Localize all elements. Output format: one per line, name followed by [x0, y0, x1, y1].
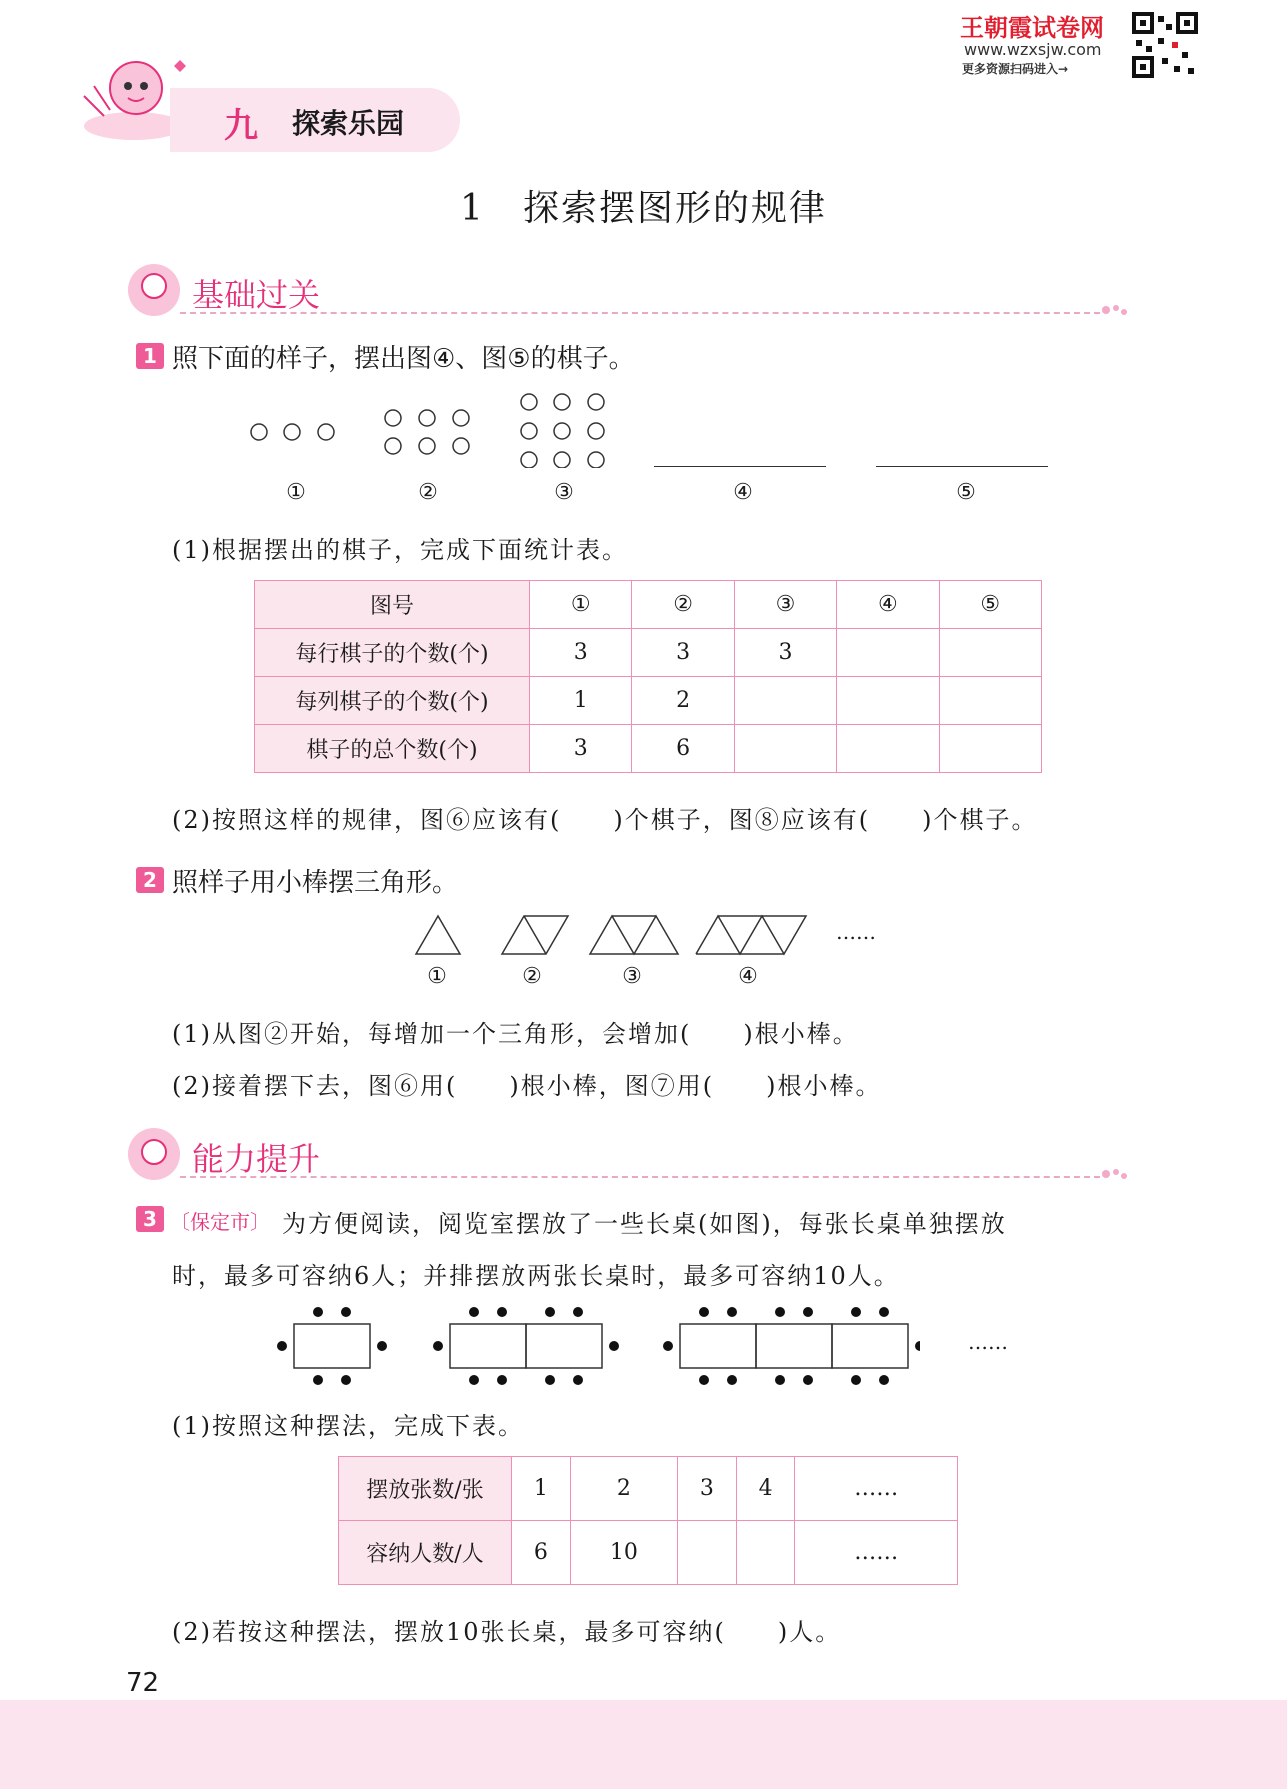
section-title-basic: 基础过关 — [192, 276, 321, 314]
chapter-number: 九 — [224, 106, 258, 146]
chess-piece — [588, 452, 604, 468]
question-number: 2 — [136, 867, 164, 893]
seat-dot — [469, 1375, 479, 1385]
table-cell-blank[interactable] — [939, 677, 1041, 725]
seat-dot — [663, 1341, 673, 1351]
sub-question: (1)从图②开始，每增加一个三角形，会增加( )根小棒。 — [172, 1020, 859, 1048]
triangle-figures — [410, 910, 810, 960]
seat-dot — [341, 1375, 351, 1385]
seat-dot — [775, 1307, 785, 1317]
row-label: 每行棋子的个数(个) — [255, 629, 530, 677]
table-cell-blank[interactable] — [837, 725, 939, 773]
seat-dot — [313, 1307, 323, 1317]
brand-url: www.wzxsjw.com — [964, 40, 1102, 59]
figure-label: ② — [418, 480, 438, 505]
brand-name: 王朝霞试卷网 — [960, 14, 1104, 42]
seat-dot — [803, 1307, 813, 1317]
chess-piece — [521, 452, 537, 468]
figure-label: ① — [286, 480, 306, 505]
row-label: 容纳人数/人 — [339, 1521, 512, 1585]
ellipsis: …… — [836, 920, 876, 944]
table-cell-blank[interactable] — [736, 1521, 795, 1585]
table-row — [339, 1521, 958, 1585]
seat-dot — [699, 1307, 709, 1317]
table-cell: 6 — [632, 725, 734, 773]
section-icon — [126, 1126, 182, 1182]
question-text: 照样子用小棒摆三角形。 — [172, 868, 459, 898]
seat-dot — [879, 1375, 889, 1385]
seat-dot — [727, 1375, 737, 1385]
seat-dot — [277, 1341, 287, 1351]
long-table — [756, 1324, 832, 1368]
table-cell: 3 — [530, 725, 632, 773]
chess-piece — [554, 423, 570, 439]
page-title: 1 探索摆图形的规律 — [460, 188, 827, 229]
chess-piece — [521, 423, 537, 439]
sub-question: (1)根据摆出的棋子，完成下面统计表。 — [172, 536, 628, 564]
chess-piece — [554, 394, 570, 410]
table-cell: 4 — [736, 1457, 795, 1521]
table-header: 图号 — [255, 581, 530, 629]
chess-piece — [453, 410, 469, 426]
question-number: 3 — [136, 1206, 164, 1232]
long-table — [526, 1324, 602, 1368]
chess-piece — [588, 423, 604, 439]
seat-dot — [699, 1375, 709, 1385]
question-number: 1 — [136, 343, 164, 369]
table-header: ① — [530, 581, 632, 629]
table-header: ⑤ — [939, 581, 1041, 629]
chess-piece — [453, 438, 469, 454]
footer-band — [0, 1700, 1287, 1789]
table-cell-blank[interactable] — [939, 725, 1041, 773]
figure-label: ⑤ — [956, 480, 976, 505]
table-header: ④ — [837, 581, 939, 629]
table-cell: 1 — [530, 677, 632, 725]
answer-line-figure-4[interactable] — [654, 466, 826, 467]
seat-dot — [727, 1307, 737, 1317]
seat-dot — [497, 1375, 507, 1385]
seat-dot — [879, 1307, 889, 1317]
figure-label: ④ — [733, 480, 753, 505]
table-cell: 2 — [632, 677, 734, 725]
source-tag: 〔保定市〕 — [170, 1210, 270, 1234]
table-cell-blank[interactable] — [734, 677, 836, 725]
figure-label: ② — [522, 964, 542, 989]
long-table — [680, 1324, 756, 1368]
question-text: 时，最多可容纳6人；并排摆放两张长桌时，最多可容纳10人。 — [172, 1262, 900, 1290]
table-row — [255, 725, 1042, 773]
chess-piece — [284, 424, 300, 440]
section-divider — [180, 312, 1100, 314]
triangle-shape — [696, 916, 806, 954]
capacity-table — [338, 1456, 958, 1585]
table-cell: 3 — [632, 629, 734, 677]
figure-label: ④ — [738, 964, 758, 989]
table-header: ③ — [734, 581, 836, 629]
table-cell: …… — [795, 1457, 958, 1521]
question-text: 照下面的样子，摆出图④、图⑤的棋子。 — [172, 344, 635, 374]
ellipsis: …… — [968, 1330, 1008, 1354]
qr-code-icon[interactable] — [1132, 12, 1198, 78]
seat-dot — [915, 1341, 920, 1351]
section-divider — [180, 1176, 1100, 1178]
table-cell: 1 — [512, 1457, 571, 1521]
divider-dots-icon — [1100, 300, 1130, 324]
seat-dot — [469, 1307, 479, 1317]
section-icon — [126, 262, 182, 318]
sub-question: (2)按照这样的规律，图⑥应该有( )个棋子，图⑧应该有( )个棋子。 — [172, 806, 1038, 834]
seat-dot — [497, 1307, 507, 1317]
chess-piece — [554, 452, 570, 468]
seat-dot — [545, 1307, 555, 1317]
seat-dot — [545, 1375, 555, 1385]
answer-line-figure-5[interactable] — [876, 466, 1048, 467]
table-header: ② — [632, 581, 734, 629]
table-row — [339, 1457, 958, 1521]
seat-dot — [573, 1307, 583, 1317]
row-label: 摆放张数/张 — [339, 1457, 512, 1521]
triangle-shape — [416, 916, 460, 954]
chess-piece — [385, 410, 401, 426]
triangle-shape — [502, 916, 568, 954]
long-table — [832, 1324, 908, 1368]
section-title-advanced: 能力提升 — [192, 1140, 321, 1178]
table-cell-blank[interactable] — [677, 1521, 736, 1585]
chapter-title: 探索乐园 — [292, 107, 405, 140]
stats-table — [254, 580, 1042, 773]
seat-dot — [313, 1375, 323, 1385]
sub-question: (2)接着摆下去，图⑥用( )根小棒，图⑦用( )根小棒。 — [172, 1072, 882, 1100]
question-text: 为方便阅读，阅览室摆放了一些长桌(如图)，每张长桌单独摆放 — [282, 1210, 1007, 1238]
table-row — [255, 629, 1042, 677]
chess-piece — [419, 438, 435, 454]
table-cell: 3 — [530, 629, 632, 677]
seat-dot — [851, 1375, 861, 1385]
sub-question: (2)若按这种摆法，摆放10张长桌，最多可容纳( )人。 — [172, 1618, 842, 1646]
seat-dot — [433, 1341, 443, 1351]
seat-dot — [803, 1375, 813, 1385]
table-cell: 2 — [570, 1457, 677, 1521]
chess-piece — [318, 424, 334, 440]
figure-label: ③ — [622, 964, 642, 989]
table-cell: …… — [795, 1521, 958, 1585]
table-cell: 6 — [512, 1521, 571, 1585]
figure-label: ① — [427, 964, 447, 989]
sub-question: (1)按照这种摆法，完成下表。 — [172, 1412, 524, 1440]
long-table — [450, 1324, 526, 1368]
table-cell-blank[interactable] — [837, 677, 939, 725]
chess-piece — [521, 394, 537, 410]
chess-figures — [240, 388, 1060, 468]
table-cell-blank[interactable] — [939, 629, 1041, 677]
table-cell: 10 — [570, 1521, 677, 1585]
divider-dots-icon — [1100, 1164, 1130, 1188]
seat-dot — [851, 1307, 861, 1317]
long-table — [294, 1324, 370, 1368]
seat-dot — [573, 1375, 583, 1385]
seat-dot — [341, 1307, 351, 1317]
row-label: 棋子的总个数(个) — [255, 725, 530, 773]
chess-piece — [251, 424, 267, 440]
table-cell-blank[interactable] — [734, 725, 836, 773]
table-cell: 3 — [677, 1457, 736, 1521]
row-label: 每列棋子的个数(个) — [255, 677, 530, 725]
table-cell-blank[interactable] — [837, 629, 939, 677]
seat-dot — [609, 1341, 619, 1351]
figure-label: ③ — [554, 480, 574, 505]
seat-dot — [377, 1341, 387, 1351]
table-row — [255, 677, 1042, 725]
triangle-shape — [590, 916, 678, 954]
table-cell: 3 — [734, 629, 836, 677]
page-number: 72 — [126, 1668, 160, 1698]
chess-piece — [588, 394, 604, 410]
chess-piece — [419, 410, 435, 426]
seat-dot — [775, 1375, 785, 1385]
table-arrangement-figure — [270, 1300, 920, 1390]
chess-piece — [385, 438, 401, 454]
brand-tagline: 更多资源扫码进入→ — [962, 62, 1069, 76]
